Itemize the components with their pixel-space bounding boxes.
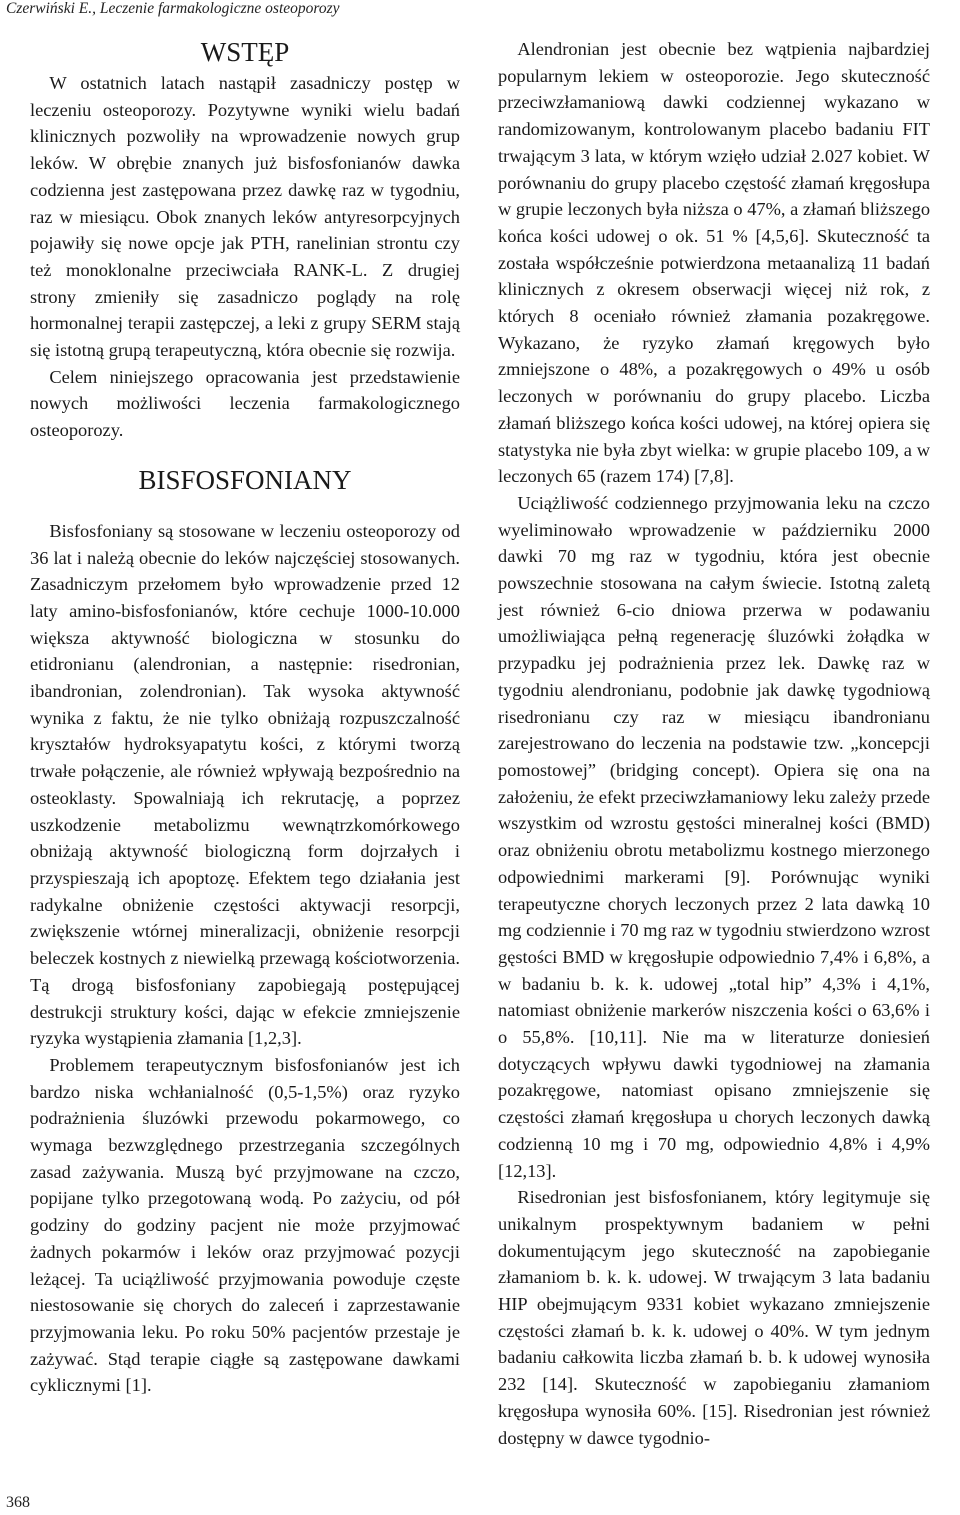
running-header: Czerwiński E., Leczenie farmakologiczne osteoporozy (6, 0, 340, 17)
intro-paragraph-2: Celem niniejszego opracowania jest przedstawienie nowych możliwości leczenia farmakologicznego osteoporozy. (30, 366, 460, 441)
alendronate-paragraph-2: Uciążliwość codziennego przyjmowania leku na czczo wyeliminowało wprowadzenie w październiku 2000 dawki 70 mg raz w tygodniu, która jest obecnie powszechnie stosowana na całym świecie. Istotną zaletą jest również 6-cio dniowa przerwa w podawaniu umożliwiająca pełną regenerację śluzówki żołądka w przypadku jej podrażnienia przez lek. Dawkę raz w tygodniu alendronianu, podobnie jak dawkę tygodniową risedronianu czy raz w miesiącu ibandronianu zarejestrowano do leczenia na podstawie tzw. „koncepcji pomostowej” (bridging concept). Opiera się ona na założeniu, że efekt przeciwzłamaniowy leku zależy przede wszystkim od wzrostu gęstości mineralnej kości (BMD) oraz obniżeniu obrotu metabolizmu kostnego mierzonego odpowiednimi markerami [9]. Porównując wyniki terapeutyczne chorych leczonych przez 2 lata dawką 10 mg codziennie i 70 mg raz w tygodniu stwierdzono wzrost gęstości BMD w kręgosłupie odpowiednio 7,4% i 6,8%, a w badaniu b. k. k. udowej „total hip” 4,3% i 4,1%, natomiast obniżenie markerów niszczenia kości o 63,6% i o 55,8%. [10,11]. Nie ma w literaturze doniesień dotyczących wpływu dawki tygodniowej na złamania pozakręgowe, natomiast opisano zmniejszenie się częstości złamań kręgosłupa u chorych leczonych dawką codzienną 10 mg i 70 mg, odpowiednio 4,8% i 4,9% [12,13]. (498, 492, 930, 1181)
bisphosphonates-paragraph-1: Bisfosfoniany są stosowane w leczeniu osteoporozy od 36 lat i należą obecnie do leków najczęściej stosowanych. Zasadniczym przełomem było wprowadzenie przed 12 laty amino-bisfosfonianów, które cechuje 1000-10.000 większa aktywność biologiczna w stosunku do etidronianu (alendronian, a następnie: risedronian, ibandronian, zolendronian). Tak wysoka aktywność wynika z faktu, że nie tylko obniżają rozpuszczalność kryształów hydroksyapatytu kości, z którymi tworzą trwałe połączenie, ale również wpływają bezpośrednio na osteoklasty. Spowalniają ich rekrutację, a poprzez uszkodzenie metabolizmu wewnątrzkomórkowego obniżają aktywność biologiczną form dojrzałych i przyspieszają ich apoptozę. Efektem tego działania jest radykalne obniżenie częstości aktywacji resorpcji, zwiększenie wtórnej mineralizacji, obniżenie resorpcji beleczek kostnych z niewielką przewagą kościotworzenia. Tą drogą bisfosfoniany zapobiegają postępującej destrukcji struktury kości, dając w efekcie zmniejszenie ryzyka wystąpienia złamania [1,2,3]. (30, 520, 460, 1049)
intro-paragraph-1: W ostatnich latach nastąpił zasadniczy postęp w leczeniu osteoporozy. Pozytywne wyniki wielu badań klinicznych pozwoliły na wprowadzenie nowych grup leków. W obrębie znanych już bisfosfonianów dawka codzienna jest zastępowana przez dawkę raz w tygodniu, raz w miesiącu. Obok znanych leków antyresorpcyjnych pojawiły się nowe opcje jak PTH, ranelinian strontu czy też monoklonalne przeciwciała RANK-L. Z drugiej strony zmieniły się zasadniczo poglądy na rolę hormonalnej terapii zastępczej, a leki z grupy SERM stają się istotną grupą terapeutyczną, która obecnie się rozwija. (30, 73, 460, 361)
left-column (30, 34, 460, 1399)
section-heading-bisphosphonates: BISFOSFONIANY (138, 464, 352, 495)
alendronate-paragraph-1: Alendronian jest obecnie bez wątpienia najbardziej popularnym lekiem w osteoporozie. Jego skuteczność przeciwzłamaniową dawki codziennej wykazano w randomizowanym, kontrolowanym placebo badaniu FIT trwającym 3 lata, w którym wzięło udział 2.027 kobiet. W porównaniu do grupy placebo częstość złamań kręgosłupa w grupie leczonych była niższa o 47%, a złamań bliższego końca kości udowej o ok. 51 % [4,5,6]. Skuteczność ta została współcześnie potwierdzona metaanalizą 11 badań klinicznych z okresem obserwacji więcej niż rok, z których 8 oceniało również złamania pozakręgowe. Wykazano, że ryzyko złamań kręgowych było zmniejszone o 48%, a pozakręgowych o 49% u osób leczonych w porównaniu do grupy placebo. Liczba złamań bliższego końca kości udowej, na której opiera się statystyka nie była zbyt wielka: w grupie placebo 109, a w leczonych 65 (razem 174) [7,8]. (498, 39, 931, 487)
page-number: 368 (6, 1494, 30, 1511)
risedronate-paragraph: Risedronian jest bisfosfonianem, który legitymuje się unikalnym prospektywnym badaniem w pełni dokumentującym jego skuteczność na zapobieganie złamaniom b. k. k. udowej. W trwającym 3 lata badaniu HIP obejmującym 9331 kobiet wykazano zmniejszenie częstości złamań b. k. k. udowej o 40%. W tym jednym badaniu całkowita liczba złamań b. b. k udowej wynosiła 232 [14]. Skuteczność w zapobieganiu złamaniom kręgosłupa wynosiła 60%. [15]. Risedronian jest również dostępny w dawce tygodnio- (498, 1187, 930, 1448)
right-column (498, 36, 930, 1451)
section-heading-intro: WSTĘP (200, 37, 290, 67)
bisphosphonates-paragraph-2: Problemem terapeutycznym bisfosfonianów jest ich bardzo niska wchłanialność (0,5-1,5%) oraz ryzyko podrażnienia śluzówki przewodu pokarmowego, co wymaga bezwzględnego przestrzegania szczególnych zasad zażywania. Muszą być przyjmowane na czczo, popijane tylko przegotowaną wodą. Po zażyciu, od pół godziny do godziny pacjent nie może przyjmować żadnych pokarmów i leków oraz przyjmować pozycji leżącej. Ta uciążliwość przyjmowania powoduje częste niestosowanie się chorych do zaleceń i zaprzestawanie przyjmowania leku. Po roku 50% pacjentów przestaje je zażywać. Stąd terapie ciągłe są zastępowane dawkami cyklicznymi [1]. (30, 1054, 460, 1396)
